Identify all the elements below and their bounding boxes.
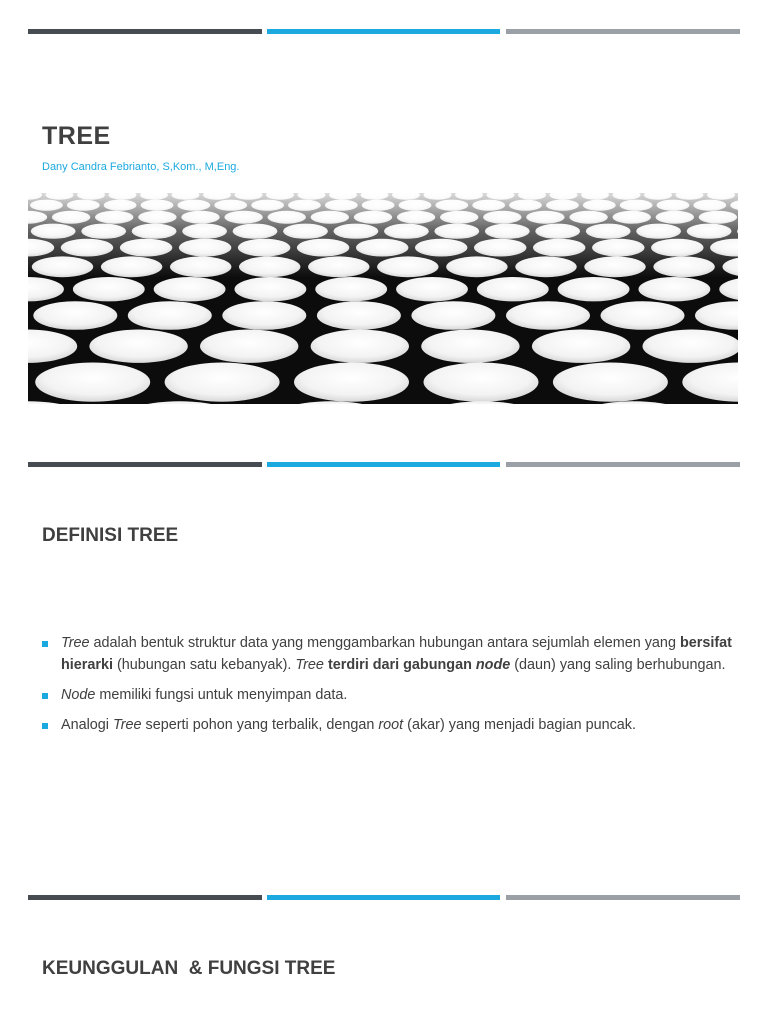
section-title-definisi: DEFINISI TREE bbox=[42, 525, 179, 546]
bullet-text-segment: Node bbox=[61, 686, 96, 703]
bullet-text-segment: (hubungan satu kebanyak). bbox=[113, 656, 296, 673]
section-title-keunggulan: KEUNGGULAN & FUNGSI TREE bbox=[42, 958, 336, 979]
bullet-text-segment: adalah bentuk struktur data yang menggambarkan hubungan antara sejumlah elemen yang bbox=[89, 635, 680, 651]
bullet-text-segment: terdiri dari gabungan bbox=[327, 656, 476, 673]
bullet-text-segment: Tree bbox=[61, 635, 90, 651]
bullet-text-segment: memiliki fungsi untuk menyimpan data. bbox=[95, 686, 348, 703]
top-bar-dark bbox=[28, 895, 262, 900]
bullet-text-segment: root bbox=[378, 716, 404, 733]
bullet-text-segment: Tree bbox=[295, 656, 324, 673]
top-bar-blue bbox=[267, 895, 500, 900]
bullet-text-segment: Analogi bbox=[61, 716, 114, 733]
bullet-text-segment: node bbox=[475, 656, 511, 673]
bullet-text-segment: bersifat hierarki bbox=[61, 635, 732, 673]
presentation-title: TREE bbox=[42, 122, 111, 150]
bullet-text-segment: seperti pohon yang terbalik, dengan bbox=[141, 716, 379, 733]
slide-top-bars bbox=[28, 895, 740, 900]
bullet-text-segment: (akar) yang menjadi bagian puncak. bbox=[403, 716, 636, 733]
author-subtitle: Dany Candra Febrianto, S,Kom., M,Eng. bbox=[42, 161, 240, 173]
bullet-text-segment: (daun) yang saling berhubungan. bbox=[510, 656, 726, 673]
bullet-text-segment: Tree bbox=[113, 716, 142, 733]
top-bar-gray bbox=[506, 895, 740, 900]
